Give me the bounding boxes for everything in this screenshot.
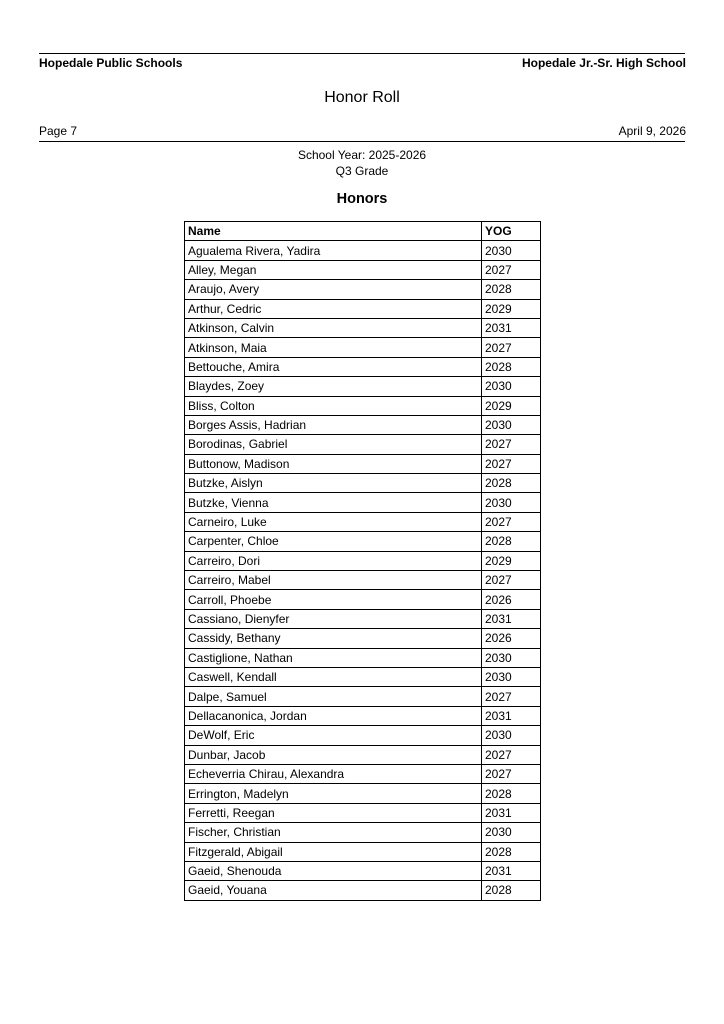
column-header-yog: YOG — [482, 222, 541, 241]
yog-cell: 2027 — [482, 512, 541, 531]
yog-cell: 2028 — [482, 280, 541, 299]
student-name-cell: Blaydes, Zoey — [185, 377, 482, 396]
yog-cell: 2030 — [482, 241, 541, 260]
table-row — [185, 241, 541, 260]
report-date: April 9, 2026 — [618, 124, 686, 138]
column-header-name: Name — [185, 222, 482, 241]
student-name-cell: Carneiro, Luke — [185, 512, 482, 531]
yog-cell: 2031 — [482, 861, 541, 880]
top-rule — [39, 53, 685, 54]
table-row — [185, 706, 541, 725]
yog-cell: 2030 — [482, 726, 541, 745]
yog-cell: 2030 — [482, 667, 541, 686]
district-name: Hopedale Public Schools — [39, 56, 183, 70]
student-name-cell: Borges Assis, Hadrian — [185, 415, 482, 434]
student-name-cell: Gaeid, Youana — [185, 881, 482, 900]
grade-period: Q3 Grade — [335, 164, 389, 178]
table-row — [185, 764, 541, 783]
yog-cell: 2027 — [482, 745, 541, 764]
table-row — [185, 726, 541, 745]
table-row — [185, 590, 541, 609]
table-row — [185, 377, 541, 396]
table-row — [185, 512, 541, 531]
student-name-cell: Carreiro, Dori — [185, 551, 482, 570]
table-row — [185, 299, 541, 318]
yog-cell: 2030 — [482, 493, 541, 512]
honor-roll-table — [184, 221, 541, 901]
table-row — [185, 667, 541, 686]
yog-cell: 2027 — [482, 764, 541, 783]
table-row — [185, 687, 541, 706]
table-row — [185, 803, 541, 822]
page-number: Page 7 — [39, 124, 78, 138]
student-name-cell: Echeverria Chirau, Alexandra — [185, 764, 482, 783]
student-name-cell: Fischer, Christian — [185, 823, 482, 842]
yog-cell: 2030 — [482, 823, 541, 842]
yog-cell: 2028 — [482, 532, 541, 551]
yog-cell: 2026 — [482, 590, 541, 609]
table-row — [185, 338, 541, 357]
report-title: Honor Roll — [324, 89, 400, 106]
student-name-cell: Arthur, Cedric — [185, 299, 482, 318]
yog-cell: 2030 — [482, 415, 541, 434]
table-row — [185, 280, 541, 299]
table-row — [185, 493, 541, 512]
table-row — [185, 823, 541, 842]
student-name-cell: Butzke, Aislyn — [185, 474, 482, 493]
table-header-row — [185, 222, 541, 241]
student-name-cell: Carroll, Phoebe — [185, 590, 482, 609]
table-row — [185, 881, 541, 900]
table-row — [185, 318, 541, 337]
yog-cell: 2028 — [482, 842, 541, 861]
school-name: Hopedale Jr.-Sr. High School — [521, 56, 686, 70]
student-name-cell: Errington, Madelyn — [185, 784, 482, 803]
student-name-cell: Butzke, Vienna — [185, 493, 482, 512]
table-row — [185, 629, 541, 648]
student-name-cell: Dalpe, Samuel — [185, 687, 482, 706]
student-name-cell: Bliss, Colton — [185, 396, 482, 415]
table-row — [185, 415, 541, 434]
yog-cell: 2028 — [482, 474, 541, 493]
yog-cell: 2031 — [482, 803, 541, 822]
yog-cell: 2027 — [482, 338, 541, 357]
yog-cell: 2030 — [482, 648, 541, 667]
yog-cell: 2027 — [482, 435, 541, 454]
table-row — [185, 260, 541, 279]
student-name-cell: Agualema Rivera, Yadira — [185, 241, 482, 260]
student-name-cell: Cassidy, Bethany — [185, 629, 482, 648]
student-name-cell: Atkinson, Maia — [185, 338, 482, 357]
table-row — [185, 784, 541, 803]
student-name-cell: Carreiro, Mabel — [185, 571, 482, 590]
student-name-cell: Carpenter, Chloe — [185, 532, 482, 551]
student-name-cell: Buttonow, Madison — [185, 454, 482, 473]
header-bottom-rule — [39, 141, 685, 142]
table-row — [185, 357, 541, 376]
table-row — [185, 454, 541, 473]
yog-cell: 2029 — [482, 551, 541, 570]
table-row — [185, 532, 541, 551]
table-row — [185, 435, 541, 454]
student-name-cell: Cassiano, Dienyfer — [185, 609, 482, 628]
yog-cell: 2028 — [482, 784, 541, 803]
student-name-cell: Fitzgerald, Abigail — [185, 842, 482, 861]
table-row — [185, 861, 541, 880]
yog-cell: 2027 — [482, 687, 541, 706]
table-row — [185, 609, 541, 628]
table-row — [185, 842, 541, 861]
table-row — [185, 551, 541, 570]
student-name-cell: Araujo, Avery — [185, 280, 482, 299]
yog-cell: 2026 — [482, 629, 541, 648]
student-name-cell: Dellacanonica, Jordan — [185, 706, 482, 725]
table-row — [185, 396, 541, 415]
table-row — [185, 571, 541, 590]
yog-cell: 2029 — [482, 396, 541, 415]
yog-cell: 2031 — [482, 609, 541, 628]
yog-cell: 2027 — [482, 571, 541, 590]
table-row — [185, 474, 541, 493]
student-name-cell: Dunbar, Jacob — [185, 745, 482, 764]
student-name-cell: Borodinas, Gabriel — [185, 435, 482, 454]
yog-cell: 2028 — [482, 881, 541, 900]
student-name-cell: Ferretti, Reegan — [185, 803, 482, 822]
yog-cell: 2031 — [482, 706, 541, 725]
section-title: Honors — [336, 191, 388, 207]
yog-cell: 2029 — [482, 299, 541, 318]
student-name-cell: Bettouche, Amira — [185, 357, 482, 376]
student-name-cell: Alley, Megan — [185, 260, 482, 279]
student-name-cell: Castiglione, Nathan — [185, 648, 482, 667]
yog-cell: 2028 — [482, 357, 541, 376]
yog-cell: 2027 — [482, 260, 541, 279]
school-year: School Year: 2025-2026 — [297, 148, 427, 162]
yog-cell: 2030 — [482, 377, 541, 396]
table-row — [185, 648, 541, 667]
yog-cell: 2027 — [482, 454, 541, 473]
student-name-cell: Gaeid, Shenouda — [185, 861, 482, 880]
yog-cell: 2031 — [482, 318, 541, 337]
student-name-cell: Atkinson, Calvin — [185, 318, 482, 337]
table-row — [185, 745, 541, 764]
student-name-cell: DeWolf, Eric — [185, 726, 482, 745]
student-name-cell: Caswell, Kendall — [185, 667, 482, 686]
